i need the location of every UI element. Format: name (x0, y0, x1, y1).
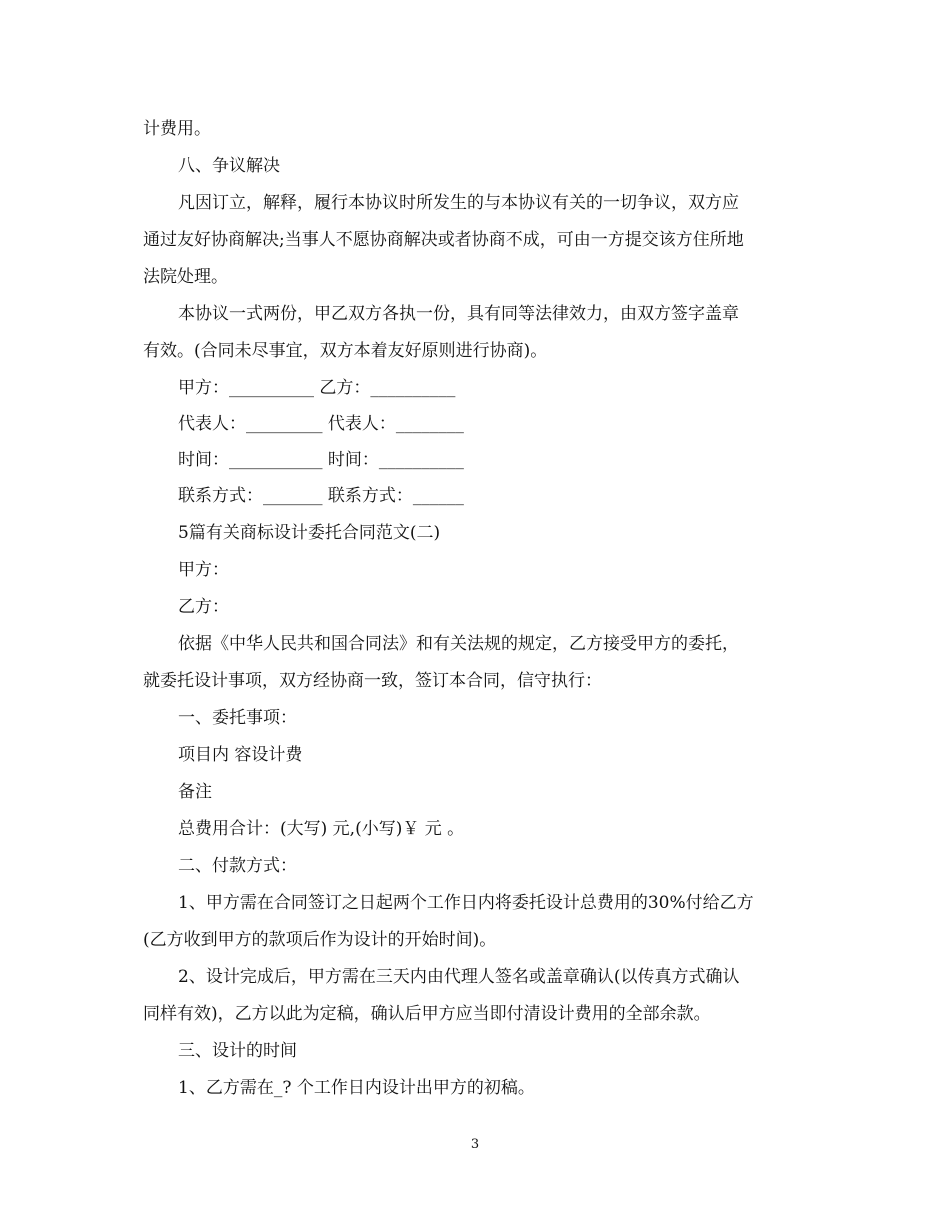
text-line: 通过友好协商解决;当事人不愿协商解决或者协商不成，可由一方提交该方住所地 (143, 230, 744, 250)
text-line: 同样有效)，乙方以此为定稿，确认后甲方应当即付清设计费用的全部余款。 (143, 1004, 711, 1024)
text-line: 就委托设计事项，双方经协商一致，签订本合同，信守执行： (143, 671, 602, 691)
text-line: 2、设计完成后，甲方需在三天内由代理人签名或盖章确认(以传真方式确认 (178, 967, 740, 987)
section-heading: 八、争议解决 (178, 156, 280, 176)
section-heading: 一、委托事项： (178, 708, 297, 728)
text-line: 项目内 容设计费 (178, 745, 303, 765)
party-a-label: 甲方： (178, 560, 229, 580)
text-line: 本协议一式两份，甲乙双方各执一份，具有同等法律效力，由双方签字盖章 (178, 304, 739, 324)
text-line: 1、甲方需在合同签订之日起两个工作日内将委托设计总费用的30%付给乙方 (178, 893, 754, 913)
text-line: 法院处理。 (143, 267, 228, 287)
signature-line-representative: 代表人：_________ 代表人：________ (178, 414, 464, 434)
total-fee-line: 总费用合计：(大写) 元,(小写)￥ 元 。 (178, 819, 465, 839)
text-line: (乙方收到甲方的款项后作为设计的开始时间)。 (143, 930, 497, 950)
party-b-label: 乙方： (178, 597, 229, 617)
text-line: 凡因订立，解释，履行本协议时所发生的与本协议有关的一切争议，双方应 (178, 193, 739, 213)
section-heading: 三、设计的时间 (178, 1041, 297, 1061)
signature-line-party: 甲方：__________ 乙方：__________ (178, 378, 456, 398)
section-heading: 二、付款方式： (178, 856, 297, 876)
signature-line-contact: 联系方式：_______ 联系方式：______ (178, 486, 464, 506)
text-line: 备注 (178, 782, 212, 802)
signature-line-date: 时间：___________ 时间：__________ (178, 450, 464, 470)
page-number: 3 (470, 1137, 480, 1152)
text-line: 计费用。 (143, 119, 211, 139)
text-line: 有效。(合同未尽事宜，双方本着友好原则进行协商)。 (143, 341, 548, 361)
text-line: 1、乙方需在_? 个工作日内设计出甲方的初稿。 (178, 1078, 535, 1098)
document-subtitle: 5篇有关商标设计委托合同范文(二) (178, 523, 441, 543)
text-line: 依据《中华人民共和国合同法》和有关法规的规定，乙方接受甲方的委托， (178, 634, 739, 654)
